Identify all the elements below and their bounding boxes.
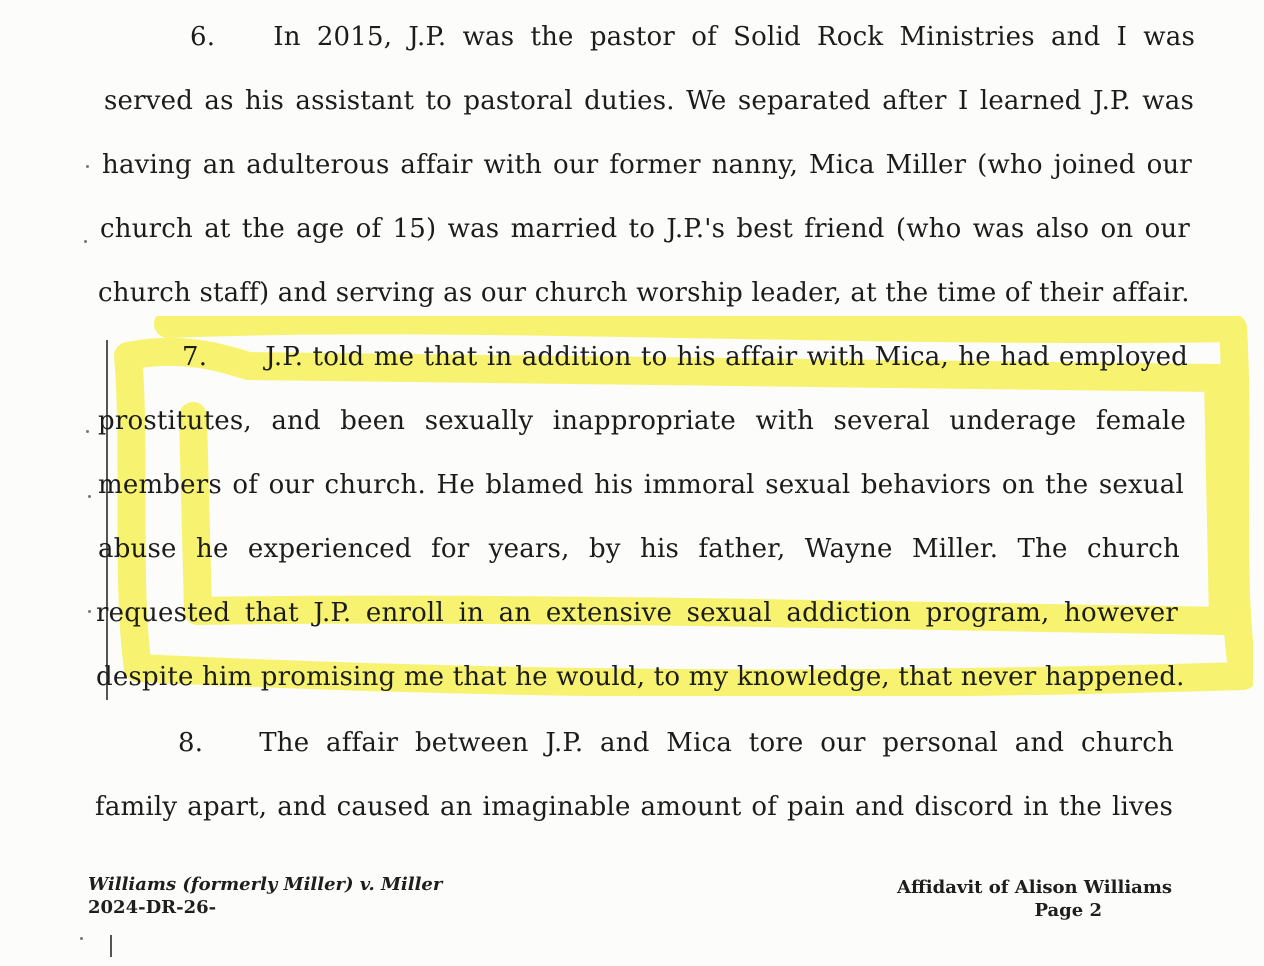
margin-dot [80,937,83,940]
footer-left [88,873,488,919]
paragraph-number-6: 6. [190,22,216,52]
paragraph-7-text: J.P. told me that in addition to his affair with Mica, he had employed [265,342,1188,372]
paragraph-6-line-2: served as his assistant to pastoral duties. We separated after I learned J.P. was [104,86,1194,116]
page-number: Page 2 [1034,900,1102,921]
paragraph-8-text: The affair between J.P. and Mica tore our personal and church [259,728,1174,758]
paragraph-7-line-5: requested that J.P. enroll in an extensive sexual addiction program, however [96,598,1178,628]
margin-dot [86,430,89,433]
margin-dot [84,240,87,243]
paragraph-6-text: In 2015, J.P. was the pastor of Solid Rock Ministries and I was [273,22,1195,52]
paragraph-6-line-4: church at the age of 15) was married to J.P.'s best friend (who was also on our [100,214,1190,244]
case-number: 2024-DR-26- [88,897,217,918]
document-title: Affidavit of Alison Williams [897,877,1172,898]
margin-dot [88,610,91,613]
paragraph-8-line-1 [178,726,1174,760]
margin-bar [106,340,108,700]
margin-tick [110,935,112,957]
paragraph-number-8: 8. [178,728,204,758]
paragraph-7-line-1 [182,340,1188,374]
paragraph-number-7: 7. [182,342,208,372]
margin-dot [88,495,91,498]
paragraph-7-line-6: despite him promising me that he would, to my knowledge, that never happened. [96,662,1185,692]
paragraph-8-line-2: family apart, and caused an imaginable amount of pain and discord in the lives [95,792,1173,822]
paragraph-7-line-4: abuse he experienced for years, by his father, Wayne Miller. The church [98,534,1180,564]
case-title: Williams (formerly Miller) v. Miller [88,874,443,895]
paragraph-6-line-5: church staff) and serving as our church worship leader, at the time of their affair. [98,278,1190,308]
footer-right [860,876,1172,922]
paragraph-6-line-1 [190,20,1195,54]
paragraph-7-line-3: members of our church. He blamed his immoral sexual behaviors on the sexual [98,470,1184,500]
paragraph-6-line-3: having an adulterous affair with our former nanny, Mica Miller (who joined our [102,150,1192,180]
margin-dot [86,165,89,168]
paragraph-7-line-2: prostitutes, and been sexually inappropriate with several underage female [98,406,1186,436]
